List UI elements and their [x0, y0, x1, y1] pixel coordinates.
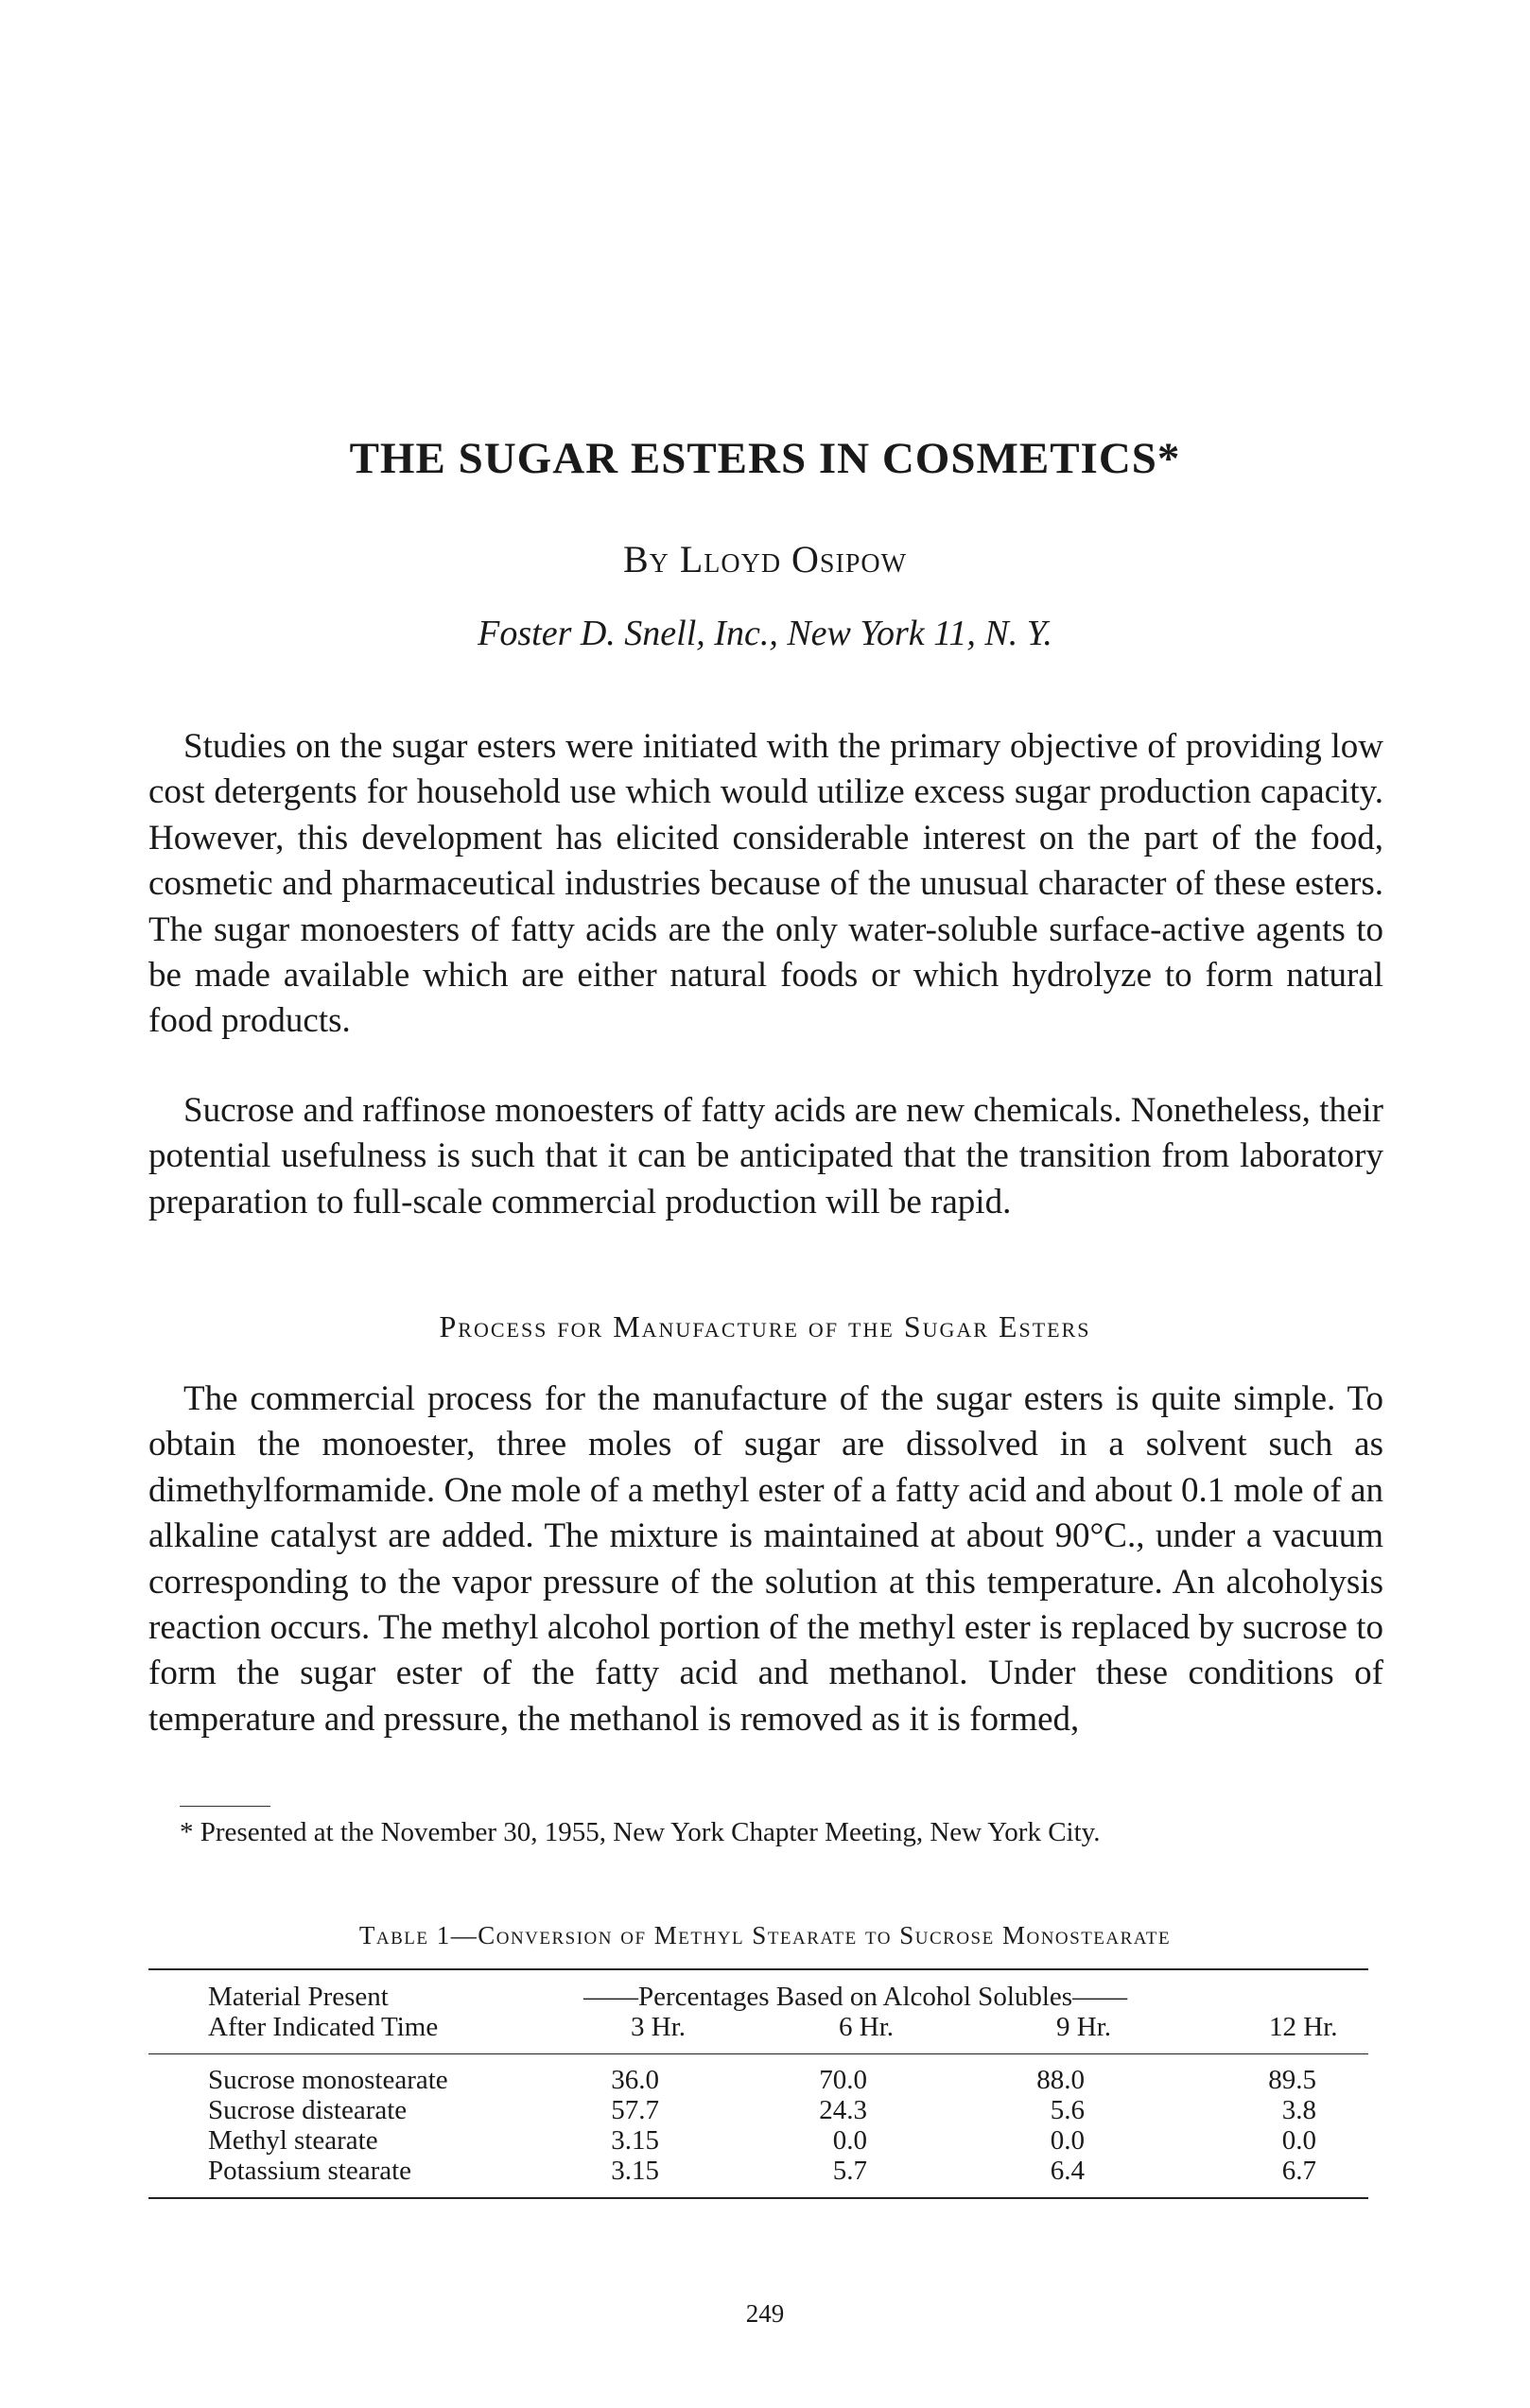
- row-value-9hr: 0.0: [1050, 2125, 1085, 2156]
- row-value-9hr: 5.6: [1050, 2095, 1085, 2125]
- row-value-12hr: 6.7: [1281, 2156, 1316, 2186]
- article-title: THE SUGAR ESTERS IN COSMETICS*: [349, 434, 1181, 483]
- header-material-line1: Material Present: [208, 1982, 389, 2012]
- row-value-3hr: 57.7: [611, 2095, 659, 2125]
- row-value-6hr: 5.7: [832, 2156, 867, 2186]
- table-top-rule: [148, 1968, 1368, 1970]
- row-value-3hr: 36.0: [611, 2065, 659, 2095]
- column-header-6hr: 6 Hr.: [839, 2012, 894, 2042]
- paragraph-text: Sucrose and raffinose monoesters of fatty acids are new chemicals. Nonetheless, their potential usefulness is such that it can be anticipated that the transition from laboratory preparation to full-scale commercial production will be rapid.: [148, 1091, 1383, 1221]
- row-material: Sucrose distearate: [208, 2095, 408, 2125]
- row-value-12hr: 89.5: [1268, 2065, 1316, 2095]
- column-header-3hr: 3 Hr.: [631, 2012, 686, 2042]
- row-value-6hr: 70.0: [819, 2065, 867, 2095]
- footnote-separator: [180, 1806, 270, 1807]
- section-heading: Process for Manufacture of the Sugar Esters: [439, 1309, 1091, 1343]
- column-header-12hr: 12 Hr.: [1269, 2012, 1338, 2042]
- column-header-9hr: 9 Hr.: [1056, 2012, 1111, 2042]
- footnote: * Presented at the November 30, 1955, New York Chapter Meeting, New York City.: [180, 1817, 1101, 1847]
- intro-paragraph-1: [148, 724, 1383, 1045]
- row-material: Potassium stearate: [208, 2156, 412, 2186]
- row-value-9hr: 88.0: [1036, 2065, 1085, 2095]
- table-caption: Table 1—Conversion of Methyl Stearate to Sucrose Monostearate: [358, 1921, 1172, 1949]
- header-span-label: ——Percentages Based on Alcohol Solubles——: [583, 1982, 1128, 2012]
- section-paragraph: [148, 1377, 1383, 1742]
- row-value-12hr: 3.8: [1281, 2095, 1316, 2125]
- table-bottom-rule: [148, 2197, 1368, 2199]
- table-header-rule: [148, 2053, 1368, 2054]
- paragraph-text: Studies on the sugar esters were initiated with the primary objective of providing low cost detergents for household use which would utilize excess sugar production capacity. However, this development has elicited considerable interest on the part of the food, cosmetic and pharmaceutical industries because of the unusual character of these esters. The sugar monoesters of fatty acids are the only water-soluble surface-active agents to be made available which are either natural foods or which hydrolyze to form natural food products.: [148, 727, 1383, 1041]
- author-affiliation: Foster D. Snell, Inc., New York 11, N. Y.: [478, 614, 1052, 653]
- page-number: 249: [745, 2299, 785, 2328]
- row-value-6hr: 0.0: [832, 2125, 867, 2156]
- author-byline: By Lloyd Osipow: [622, 538, 908, 580]
- row-material: Sucrose monostearate: [208, 2065, 448, 2095]
- row-value-6hr: 24.3: [819, 2095, 867, 2125]
- row-value-12hr: 0.0: [1281, 2125, 1316, 2156]
- paragraph-text: The commercial process for the manufacture of the sugar esters is quite simple. To obtain the monoester, three moles of sugar are dissolved in a solvent such as dimethylformamide. One mole of a methyl ester of a fatty acid and about 0.1 mole of an alkaline catalyst are added. The mixture is maintained at about 90°C., under a vacuum corresponding to the vapor pressure of the solution at this temperature. An alcoholysis reaction occurs. The methyl alcohol portion of the methyl ester is replaced by sucrose to form the sugar ester of the fatty acid and methanol. Under these conditions of temperature and pressure, the methanol is removed as it is formed,: [148, 1379, 1383, 1739]
- row-material: Methyl stearate: [208, 2125, 378, 2156]
- row-value-9hr: 6.4: [1050, 2156, 1085, 2186]
- row-value-3hr: 3.15: [611, 2156, 659, 2186]
- header-material-line2: After Indicated Time: [208, 2012, 439, 2042]
- row-value-3hr: 3.15: [611, 2125, 659, 2156]
- intro-paragraph-2: [148, 1088, 1383, 1225]
